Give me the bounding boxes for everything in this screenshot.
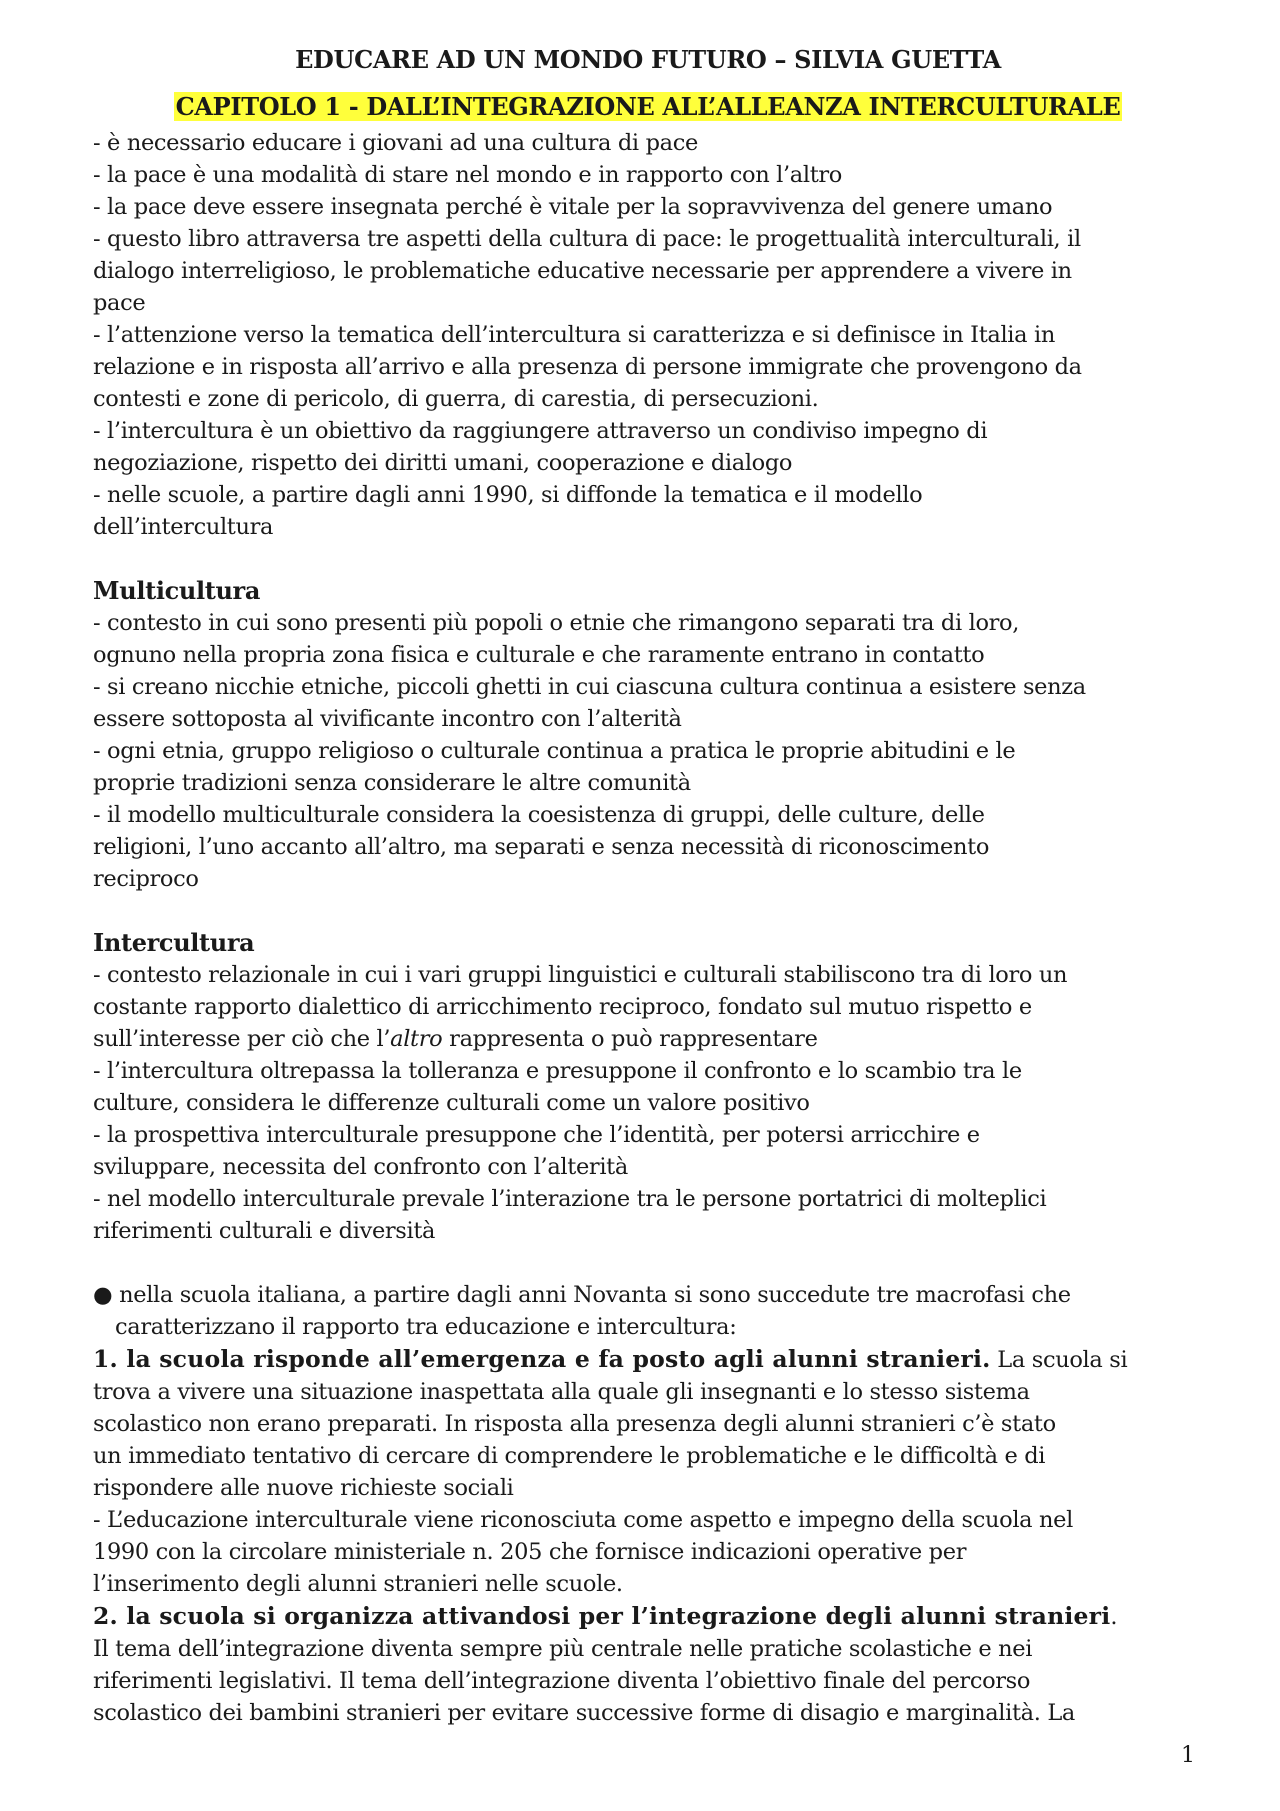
text-span: rappresenta o può rappresentare <box>442 1026 818 1052</box>
text-span: . <box>1110 1604 1118 1630</box>
text-line: scolastico non erano preparati. In risposta alla presenza degli alunni stranieri c’è stato <box>93 1411 1056 1437</box>
text-line: - contesto in cui sono presenti più popoli o etnie che rimangono separati tra di loro, <box>93 610 1020 636</box>
phase-1-heading: 1. la scuola risponde all’emergenza e fa posto agli alunni stranieri. <box>93 1345 991 1373</box>
bullet-line: ● nella scuola italiana, a partire dagli anni Novanta si sono succedute tre macrofasi che <box>93 1282 1071 1308</box>
text-line: - è necessario educare i giovani ad una cultura di pace <box>93 130 698 156</box>
text-line: - contesto relazionale in cui i vari gruppi linguistici e culturali stabiliscono tra di loro un <box>93 962 1068 988</box>
text-line: essere sottoposta al vivificante incontro con l’alterità <box>93 706 682 732</box>
chapter-title-line <box>93 88 1203 127</box>
text-line: contesti e zone di pericolo, di guerra, di carestia, di persecuzioni. <box>93 386 819 412</box>
text-line: l’inserimento degli alunni stranieri nelle scuole. <box>93 1571 623 1597</box>
text-line: caratterizzano il rapporto tra educazione e intercultura: <box>115 1314 737 1340</box>
text-line: - nelle scuole, a partire dagli anni 1990, si diffonde la tematica e il modello <box>93 482 923 508</box>
text-line: riferimenti culturali e diversità <box>93 1218 436 1244</box>
document-title: EDUCARE AD UN MONDO FUTURO – SILVIA GUETTA <box>295 45 1001 74</box>
document-page <box>93 40 1203 1729</box>
text-line: Il tema dell’integrazione diventa sempre più centrale nelle pratiche scolastiche e nei <box>93 1636 1033 1662</box>
text-line: dialogo interreligioso, le problematiche educative necessarie per apprendere a vivere in <box>93 258 1072 284</box>
text-line <box>93 1023 1203 1055</box>
text-line: - il modello multiculturale considera la coesistenza di gruppi, delle culture, delle <box>93 802 985 828</box>
italic-word-altro: altro <box>390 1026 443 1052</box>
intro-section <box>93 127 1203 543</box>
paragraph-gap <box>93 895 1203 927</box>
text-line: culture, considera le differenze culturali come un valore positivo <box>93 1090 810 1116</box>
text-line: - si creano nicchie etniche, piccoli ghetti in cui ciascuna cultura continua a esistere senza <box>93 674 1086 700</box>
text-line: reciproco <box>93 866 199 892</box>
text-line: riferimenti legislativi. Il tema dell’integrazione diventa l’obiettivo finale del percorso <box>93 1668 1031 1694</box>
text-span: sull’interesse per ciò che l’ <box>93 1026 391 1052</box>
text-line: - ogni etnia, gruppo religioso o culturale continua a pratica le proprie abitudini e le <box>93 738 1016 764</box>
paragraph-gap <box>93 543 1203 575</box>
text-line: svilupparе, necessita del confronto con l’alterità <box>93 1154 628 1180</box>
text-line: - la prospettiva interculturale presuppone che l’identità, per potersi arricchire e <box>93 1122 980 1148</box>
phase-2-heading: 2. la scuola si organizza attivandosi per l’integrazione degli alunni stranieri <box>93 1602 1111 1630</box>
text-line: - nel modello interculturale prevale l’interazione tra le persone portatrici di molteplici <box>93 1186 1047 1212</box>
text-line: 1990 con la circolare ministeriale n. 205 che fornisce indicazioni operative per <box>93 1539 967 1565</box>
multicultura-section <box>93 575 1203 895</box>
text-line: costante rapporto dialettico di arricchimento reciproco, fondato sul mutuo rispetto e <box>93 994 1032 1020</box>
text-line: relazione e in risposta all’arrivo e alla presenza di persone immigrate che provengono da <box>93 354 1082 380</box>
text-line: trova a vivere una situazione inaspettata alla quale gli insegnanti e lo stesso sistema <box>93 1379 1030 1405</box>
text-span: La scuola si <box>990 1347 1128 1373</box>
text-line: negoziazione, rispetto dei diritti umani, cooperazione e dialogo <box>93 450 793 476</box>
page-number: 1 <box>1181 1743 1195 1768</box>
paragraph-gap <box>93 1247 1203 1279</box>
text-line: ognuno nella propria zona fisica e culturale e che raramente entrano in contatto <box>93 642 985 668</box>
chapter-title-highlight: CAPITOLO 1 - DALL’INTEGRAZIONE ALL’ALLEANZA INTERCULTURALE <box>175 92 1121 121</box>
text-line: - l’attenzione verso la tematica dell’intercultura si caratterizza e si definisce in Italia in <box>93 322 1056 348</box>
text-line: rispondere alle nuove richieste sociali <box>93 1475 514 1501</box>
phase-1-line <box>93 1343 1203 1376</box>
section-heading-multicultura: Multicultura <box>93 576 261 605</box>
text-line: religioni, l’uno accanto all’altro, ma separati e senza necessità di riconoscimento <box>93 834 990 860</box>
text-line: dell’intercultura <box>93 514 274 540</box>
section-heading-intercultura: Intercultura <box>93 928 255 957</box>
text-line: - L’educazione interculturale viene riconosciuta come aspetto e impegno della scuola nel <box>93 1507 1073 1533</box>
macrofasi-section <box>93 1279 1203 1729</box>
intercultura-section <box>93 927 1203 1247</box>
text-line: - la pace deve essere insegnata perché è vitale per la sopravvivenza del genere umano <box>93 194 1053 220</box>
text-line: scolastico dei bambini stranieri per evitare successive forme di disagio e marginalità. La <box>93 1700 1075 1726</box>
text-line: - la pace è una modalità di stare nel mondo e in rapporto con l’altro <box>93 162 842 188</box>
text-line: - l’intercultura oltrepassa la tolleranza e presuppone il confronto e lo scambio tra le <box>93 1058 1022 1084</box>
phase-2-line <box>93 1600 1203 1633</box>
text-line: pace <box>93 290 146 316</box>
text-line: - questo libro attraversa tre aspetti della cultura di pace: le progettualità interculturali, il <box>93 226 1081 252</box>
text-line: proprie tradizioni senza considerare le altre comunità <box>93 770 691 796</box>
text-line: un immediato tentativo di cercare di comprendere le problematiche e le difficoltà e di <box>93 1443 1046 1469</box>
text-line: - l’intercultura è un obiettivo da raggiungere attraverso un condiviso impegno di <box>93 418 988 444</box>
